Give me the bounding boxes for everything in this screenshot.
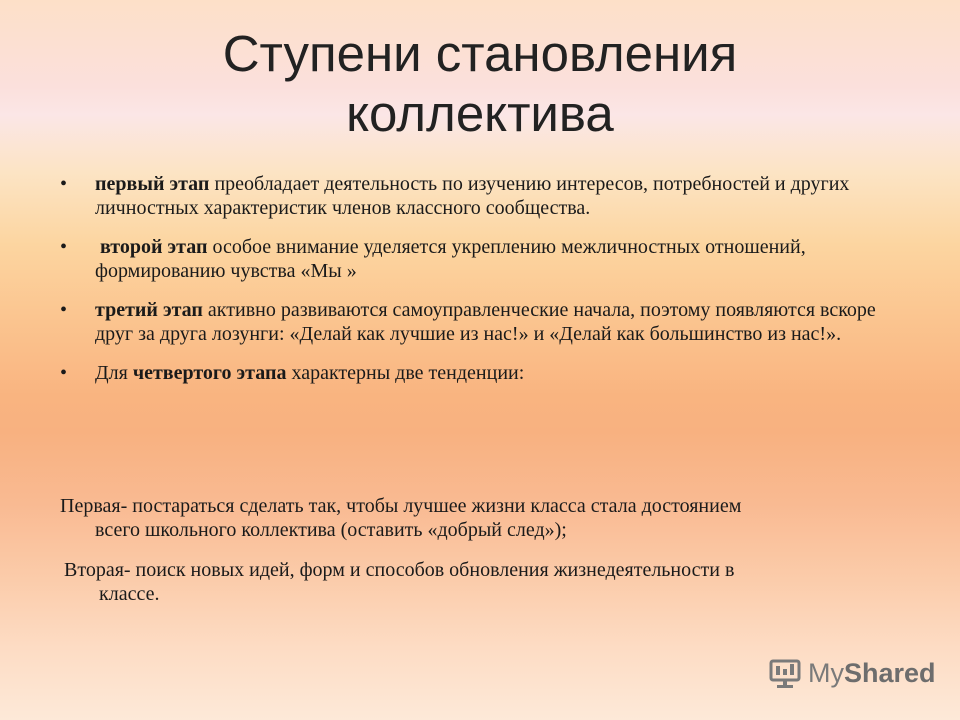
- stage-name: четвертого этапа: [132, 362, 287, 384]
- list-item: [60, 235, 890, 283]
- stage-name: третий этап: [95, 299, 203, 321]
- bullet-text: преобладает деятельность по изучению интересов, потребностей и других личностных характеристик членов классного сообщества.: [95, 173, 850, 219]
- bullet-marker: •: [60, 299, 68, 321]
- bullet-marker: •: [60, 236, 68, 258]
- logo-text-light: My: [808, 657, 844, 688]
- paragraph-second-tendency: [64, 558, 904, 606]
- paragraph-line: классе.: [99, 583, 160, 605]
- bullet-lead: Для: [95, 362, 133, 384]
- paragraph-first-tendency: [60, 494, 900, 542]
- paragraph-line: всего школьного коллектива (оставить «добрый след»);: [95, 519, 567, 541]
- title-line-2: коллектива: [346, 85, 614, 142]
- bullet-text: характерны две тенденции:: [286, 362, 525, 384]
- logo-text-bold: Shared: [844, 657, 936, 688]
- presentation-board-icon: [768, 656, 802, 690]
- stage-name: второй этап: [100, 236, 208, 258]
- logo-text: [808, 658, 936, 689]
- bullet-marker: •: [60, 173, 68, 195]
- bullet-marker: •: [60, 362, 68, 384]
- stages-list: [60, 172, 890, 400]
- paragraph-line: Первая- постараться сделать так, чтобы лучшее жизни класса стала достоянием: [60, 495, 742, 517]
- list-item: [60, 172, 890, 220]
- stage-name: первый этап: [95, 173, 210, 195]
- title-line-1: Ступени становления: [222, 25, 738, 82]
- slide-title: [80, 24, 880, 144]
- bullet-text: активно развиваются самоуправленческие начала, поэтому появляются вскоре друг за друга лозунги: «Делай как лучшие из нас!» и «Делай как большинство из нас!».: [95, 299, 876, 345]
- bullet-text: особое внимание уделяется укреплению межличностных отношений, формированию чувства «Мы »: [95, 236, 806, 282]
- paragraph-line: Вторая- поиск новых идей, форм и способов обновления жизнедеятельности в: [64, 559, 735, 581]
- myshared-logo[interactable]: [768, 655, 936, 691]
- list-item: [60, 298, 890, 346]
- list-item: [60, 361, 890, 385]
